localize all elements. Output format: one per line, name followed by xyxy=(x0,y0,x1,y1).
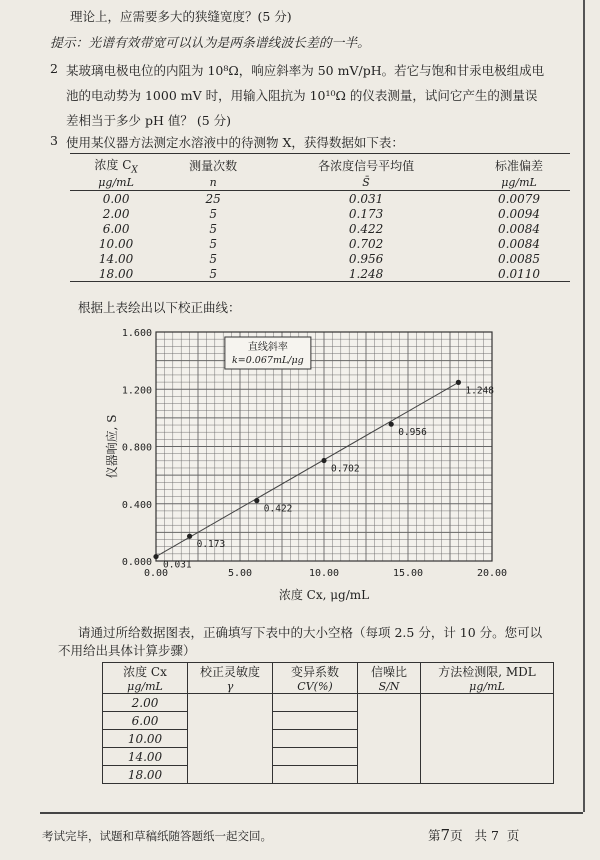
y-tick-label: 1.200 xyxy=(121,385,152,397)
answer-header-snr: 信噪比 S/N xyxy=(358,663,421,694)
answer-row-concentration: 14.00 xyxy=(103,748,188,766)
data-point xyxy=(456,380,461,385)
data-label: 0.702 xyxy=(331,463,360,475)
x-tick-label: 15.00 xyxy=(392,568,424,579)
calibration-chart xyxy=(100,320,540,610)
instruction-line1: 请通过所给数据图表，正确填写下表中的大小空格（每项 2.5 分，计 10 分。您可以 xyxy=(78,625,543,640)
answer-header-mdl: 方法检测限, MDL μg/mL xyxy=(421,663,554,694)
q2-line3: 差相当于多少 pH 值？ (5 分) xyxy=(66,113,232,128)
col-header-count: 测量次数 xyxy=(189,159,238,174)
slope-box-title: 直线斜率 xyxy=(247,342,288,353)
q3-number: 3 xyxy=(50,133,58,148)
answer-row-concentration: 2.00 xyxy=(103,694,188,712)
answer-header-cv: 变异系数 CV(%) xyxy=(273,663,358,694)
col-header-std-dev: 标准偏差 xyxy=(495,159,544,174)
data-label: 0.173 xyxy=(196,539,226,551)
answer-row-concentration: 10.00 xyxy=(103,730,188,748)
q2-number: 2 xyxy=(50,61,58,76)
right-margin-rule xyxy=(583,0,585,812)
table-row: 14.00 5 0.956 0.0085 xyxy=(98,251,540,266)
footer-rule xyxy=(40,812,583,814)
answer-cell-snr[interactable] xyxy=(358,694,421,784)
data-label: 0.031 xyxy=(163,559,192,571)
data-point xyxy=(254,498,259,503)
answer-cell-cv[interactable] xyxy=(273,730,358,748)
subheader-n: n xyxy=(209,176,217,190)
data-label: 1.248 xyxy=(465,385,495,397)
answer-cell-cv[interactable] xyxy=(273,694,358,712)
curve-caption: 根据上表绘出以下校正曲线： xyxy=(78,300,241,315)
footer-note: 考试完毕，试题和草稿纸随答题纸一起交回。 xyxy=(42,829,272,843)
y-tick-label: 0.400 xyxy=(121,499,152,511)
data-point xyxy=(321,458,326,463)
data-label: 0.956 xyxy=(398,427,427,439)
hint-line: 提示：光谱有效带宽可以认为是两条谱线波长差的一半。 xyxy=(50,36,370,51)
q2-line2: 池的电动势为 1000 mV 时，用输入阻抗为 10¹⁰Ω 的仪表测量，试问它产生的测量误 xyxy=(66,88,538,103)
table-row: 18.00 5 1.248 0.0110 xyxy=(70,266,570,282)
answer-row-concentration: 6.00 xyxy=(103,712,188,730)
data-table xyxy=(70,153,570,282)
answer-row-concentration: 18.00 xyxy=(103,766,188,784)
x-tick-label: 10.00 xyxy=(308,568,340,579)
x-tick-label: 5.00 xyxy=(227,568,253,579)
q2-line1: 某玻璃电极电位的内阻为 10⁸Ω，响应斜率为 50 mV/pH。若它与饱和甘汞电极组成电 xyxy=(66,63,545,78)
data-point xyxy=(153,554,158,559)
col-header-concentration: 浓度 $C_X$ xyxy=(94,158,138,176)
table-row: 10.00 5 0.702 0.0084 xyxy=(98,236,540,251)
y-tick-label: 0.800 xyxy=(121,442,152,454)
slope-box-value: k=0.067mL/μg xyxy=(232,355,304,366)
table-row: 6.00 5 0.422 0.0084 xyxy=(102,221,540,236)
subheader-unit-2: μg/mL xyxy=(501,176,537,190)
data-label: 0.422 xyxy=(263,503,293,515)
x-tick-label: 20.00 xyxy=(476,568,508,579)
x-tick-label: 0.00 xyxy=(143,568,169,579)
y-axis-label: 仪器响应, S xyxy=(105,414,119,479)
answer-table xyxy=(102,662,554,784)
data-point xyxy=(389,422,394,427)
q3-text: 使用某仪器方法测定水溶液中的待测物 X，获得数据如下表： xyxy=(66,135,404,150)
footer-page-info: 第7页 共 7 页 xyxy=(428,826,520,844)
answer-cell-cv[interactable] xyxy=(273,748,358,766)
answer-cell-cv[interactable] xyxy=(273,766,358,784)
subheader-unit: μg/mL xyxy=(98,176,134,190)
answer-cell-mdl[interactable] xyxy=(421,694,554,784)
answer-header-sensitivity: 校正灵敏度 γ xyxy=(188,663,273,694)
data-point xyxy=(187,534,192,539)
answer-cell-cv[interactable] xyxy=(273,712,358,730)
subheader-s: S̄ xyxy=(362,176,370,190)
table-row: 2.00 5 0.173 0.0094 xyxy=(102,206,540,221)
y-tick-label: 1.600 xyxy=(121,328,152,339)
answer-cell-sensitivity[interactable] xyxy=(188,694,273,784)
intro-line: 理论上，应需要多大的狭缝宽度？(5 分) xyxy=(70,9,292,24)
col-header-mean-signal: 各浓度信号平均值 xyxy=(318,159,415,174)
answer-header-concentration: 浓度 Cx μg/mL xyxy=(103,663,188,694)
answer-row xyxy=(103,694,554,712)
instruction-line2: 不用给出具体计算步骤） xyxy=(58,643,196,658)
y-tick-label: 0.000 xyxy=(121,557,152,568)
table-row: 0.00 25 0.031 0.0079 xyxy=(102,191,540,206)
x-axis-label: 浓度 Cx, μg/mL xyxy=(278,588,370,602)
